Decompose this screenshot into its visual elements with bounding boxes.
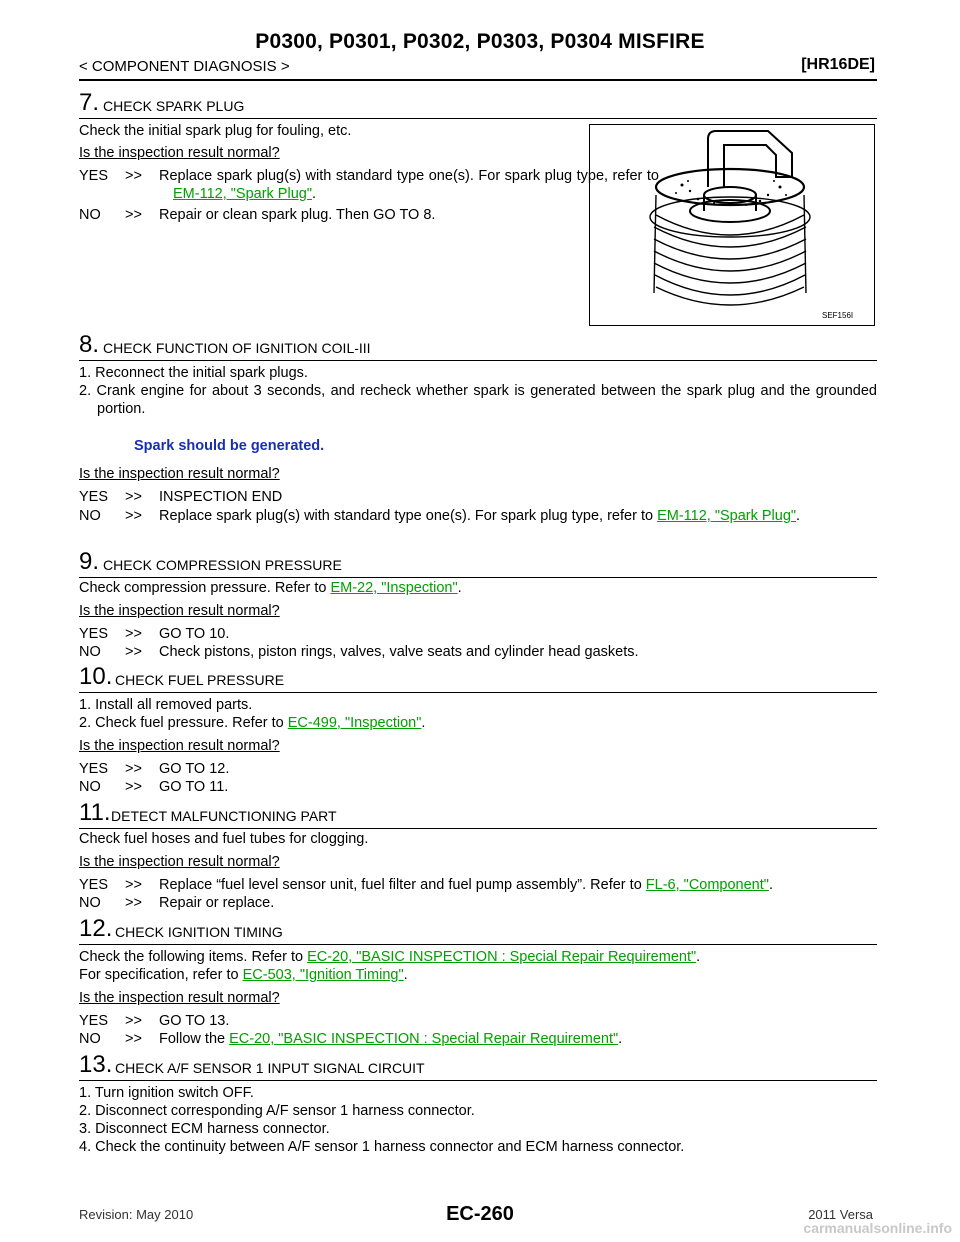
step-13-item-3: 3. Disconnect ECM harness connector.	[79, 1121, 330, 1137]
step-title: CHECK FUEL PRESSURE	[115, 672, 285, 688]
link-ec-20-basic-inspection[interactable]: EC-20, "BASIC INSPECTION : Special Repair Requirement"	[229, 1031, 619, 1047]
yes-text: Replace spark plug(s) with standard type one(s). For spark plug type, refer to	[159, 168, 659, 184]
item-text: 2. Check fuel pressure. Refer to	[79, 715, 288, 731]
yes-text: GO TO 12.	[159, 761, 230, 777]
step-12-yes	[79, 1012, 229, 1030]
step-12-no	[79, 1030, 622, 1048]
body-text: Check the following items. Refer to	[79, 949, 308, 965]
step-8-item-2: 2. Crank engine for about 3 seconds, and recheck whether spark is generated between the spark plug and the grounded portion.	[79, 383, 877, 417]
step-12-body-1	[79, 948, 700, 966]
step-8-question: Is the inspection result normal?	[79, 466, 280, 482]
step-11-yes	[79, 876, 773, 894]
yes-label: YES	[79, 761, 109, 777]
step-7-heading	[79, 88, 877, 119]
no-text: Repair or replace.	[159, 895, 275, 911]
step-9-yes	[79, 625, 229, 643]
watermark: carmanualsonline.info	[803, 1220, 952, 1236]
step-10-heading	[79, 662, 877, 693]
engine-code: [HR16DE]	[801, 56, 875, 73]
punct: .	[768, 877, 773, 893]
no-label: NO	[79, 895, 101, 911]
step-11-heading	[79, 798, 877, 829]
step-13-heading	[79, 1050, 877, 1081]
step-title: DETECT MALFUNCTIONING PART	[111, 808, 337, 824]
step-12-heading	[79, 914, 877, 945]
no-label: NO	[79, 508, 101, 524]
step-title: CHECK FUNCTION OF IGNITION COIL-III	[103, 340, 371, 356]
step-13-item-4: 4. Check the continuity between A/F sensor 1 harness connector and ECM harness connector.	[79, 1139, 685, 1155]
punct: .	[796, 508, 801, 524]
step-13-item-2: 2. Disconnect corresponding A/F sensor 1 harness connector.	[79, 1103, 475, 1119]
link-ec-503-ignition-timing[interactable]: EC-503, "Ignition Timing"	[242, 967, 404, 983]
no-text: GO TO 11.	[159, 779, 229, 795]
step-9-no	[79, 643, 639, 661]
step-8-heading	[79, 330, 877, 361]
link-em-112-spark-plug[interactable]: EM-112, "Spark Plug"	[173, 186, 312, 202]
step-8-item-1: 1. Reconnect the initial spark plugs.	[79, 365, 308, 381]
step-10-yes	[79, 760, 229, 778]
link-em-112-spark-plug[interactable]: EM-112, "Spark Plug"	[657, 508, 797, 524]
step-number: 13.	[79, 1051, 113, 1078]
step-8-yes	[79, 488, 282, 506]
step-title: CHECK A/F SENSOR 1 INPUT SIGNAL CIRCUIT	[115, 1060, 425, 1076]
yes-label: YES	[79, 168, 109, 184]
step-number: 7.	[79, 89, 100, 116]
no-text: Replace spark plug(s) with standard type one(s). For spark plug type, refer to	[159, 508, 658, 524]
model-year: 2011 Versa	[808, 1207, 873, 1222]
punct: .	[311, 186, 317, 202]
link-em-22-inspection[interactable]: EM-22, "Inspection"	[330, 580, 458, 596]
arrow: >>	[125, 644, 142, 660]
step-8-no	[79, 507, 958, 525]
spark-plug-figure	[589, 124, 875, 326]
spec-text: Spark should be generated.	[134, 438, 325, 454]
step-number: 8.	[79, 331, 100, 358]
arrow: >>	[125, 168, 142, 184]
figure-code: SEF156I	[822, 311, 854, 320]
arrow: >>	[125, 207, 142, 223]
step-title: CHECK COMPRESSION PRESSURE	[103, 557, 342, 573]
arrow: >>	[125, 489, 142, 505]
step-7-question: Is the inspection result normal?	[79, 145, 280, 161]
no-text: Follow the	[159, 1031, 230, 1047]
page-number: EC-260	[446, 1203, 514, 1225]
no-label: NO	[79, 207, 101, 223]
step-11-body: Check fuel hoses and fuel tubes for clogging.	[79, 831, 369, 847]
step-number: 12.	[79, 915, 113, 942]
yes-text: Replace “fuel level sensor unit, fuel filter and fuel pump assembly”. Refer to	[159, 877, 646, 893]
yes-text: GO TO 13.	[159, 1013, 230, 1029]
body-text: For specification, refer to	[79, 967, 243, 983]
step-9-heading	[79, 547, 877, 578]
body-text: Check compression pressure. Refer to	[79, 580, 331, 596]
step-10-no	[79, 778, 228, 796]
punct: .	[421, 715, 426, 731]
step-13-item-1: 1. Turn ignition switch OFF.	[79, 1085, 254, 1101]
no-label: NO	[79, 644, 101, 660]
no-label: NO	[79, 779, 101, 795]
step-number: 9.	[79, 548, 100, 575]
step-10-question: Is the inspection result normal?	[79, 738, 280, 754]
page-title: P0300, P0301, P0302, P0303, P0304 MISFIRE	[255, 30, 705, 53]
link-ec-499-inspection[interactable]: EC-499, "Inspection"	[287, 715, 422, 731]
punct: .	[457, 580, 462, 596]
arrow: >>	[125, 508, 142, 524]
yes-text: INSPECTION END	[159, 489, 283, 505]
punct: .	[403, 967, 408, 983]
step-12-body-2	[79, 966, 408, 984]
yes-label: YES	[79, 1013, 109, 1029]
arrow: >>	[125, 895, 142, 911]
yes-label: YES	[79, 877, 109, 893]
step-12-question: Is the inspection result normal?	[79, 990, 280, 1006]
step-9-question: Is the inspection result normal?	[79, 603, 280, 619]
spark-plug-icon	[590, 125, 873, 324]
step-11-question: Is the inspection result normal?	[79, 854, 280, 870]
step-number: 10.	[79, 663, 113, 690]
step-11-no	[79, 894, 274, 912]
arrow: >>	[125, 761, 142, 777]
no-text: Check pistons, piston rings, valves, valve seats and cylinder head gaskets.	[159, 644, 639, 660]
punct: .	[618, 1031, 623, 1047]
step-10-item-1: 1. Install all removed parts.	[79, 697, 253, 713]
arrow: >>	[125, 626, 142, 642]
arrow: >>	[125, 779, 142, 795]
revision-date: Revision: May 2010	[79, 1207, 194, 1222]
arrow: >>	[125, 1031, 142, 1047]
step-title: CHECK SPARK PLUG	[103, 98, 245, 114]
step-7-body: Check the initial spark plug for fouling, etc.	[79, 123, 352, 139]
step-7-no	[79, 206, 435, 224]
arrow: >>	[125, 877, 142, 893]
yes-text: GO TO 10.	[159, 626, 230, 642]
step-9-body	[79, 579, 462, 597]
yes-label: YES	[79, 489, 109, 505]
step-10-item-2	[79, 714, 425, 732]
step-7-yes	[79, 167, 659, 203]
no-label: NO	[79, 1031, 101, 1047]
no-text: Repair or clean spark plug. Then GO TO 8.	[159, 207, 436, 223]
link-fl-6-component[interactable]: FL-6, "Component"	[645, 877, 769, 893]
arrow: >>	[125, 1013, 142, 1029]
section-label: < COMPONENT DIAGNOSIS >	[79, 58, 290, 75]
link-ec-20-basic-inspection[interactable]: EC-20, "BASIC INSPECTION : Special Repair Requirement"	[307, 949, 697, 965]
step-title: CHECK IGNITION TIMING	[115, 924, 283, 940]
punct: .	[696, 949, 701, 965]
header-rule	[79, 79, 877, 81]
yes-label: YES	[79, 626, 109, 642]
step-number: 11.	[79, 799, 111, 826]
